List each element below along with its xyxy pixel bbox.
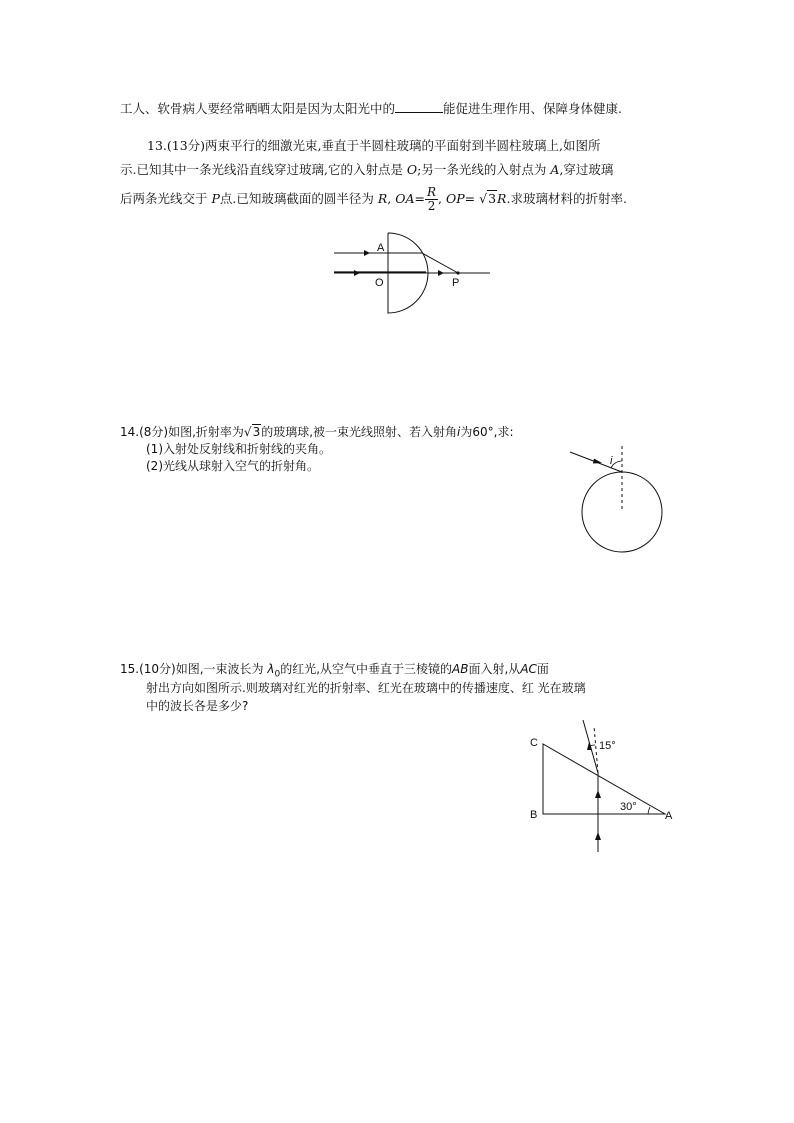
q13-fraction-num: R xyxy=(427,185,437,199)
q13-line3-text-a: 后两条光线交于 xyxy=(120,191,212,206)
q15-line1-text-a: 15.(10分)如图,一束波长为 xyxy=(120,662,268,676)
q13-line2-text-b: ;另一条光线的入射点为 xyxy=(417,162,551,177)
q14-line1-text-a: 14.(8分)如图,折射率为 xyxy=(120,425,244,439)
q14-line1 xyxy=(120,424,514,440)
q13-ray-o-arrowhead-2 xyxy=(438,270,444,276)
q13-eq2: = xyxy=(464,191,480,206)
q14-incident-arrowhead xyxy=(593,459,602,464)
q15-line2 xyxy=(146,680,586,696)
q13-line3 xyxy=(120,182,627,216)
q14-item1 xyxy=(146,441,331,457)
q13-radius-r: R xyxy=(377,191,388,206)
q13-label-p: P xyxy=(452,277,460,289)
q12-text-part1: 工人、软骨病人要经常晒晒太阳是因为太阳光中的 xyxy=(120,101,396,116)
q13-line1 xyxy=(147,138,601,154)
q15-lambda-sub: 0 xyxy=(274,669,281,680)
q15-line2-text: 射出方向如图所示.则玻璃对红光的折射率、红光在玻璃中的传播速度、红 光在玻璃 xyxy=(146,681,586,695)
q15-line1-text-b: 的红光,从空气中垂直于三棱镜的 xyxy=(280,662,453,676)
q15-line1-text-c: 面入射,从 xyxy=(468,662,521,676)
q13-point-o: O xyxy=(406,162,418,177)
q14-line1-text-c: 为60°,求: xyxy=(460,425,514,439)
q13-point-a: A xyxy=(550,162,560,177)
q14-item2 xyxy=(146,458,319,474)
q15-inside-arrowhead xyxy=(595,790,601,798)
q15-figure xyxy=(526,718,686,858)
q14-sqrt xyxy=(244,424,261,440)
q13-eq1: = xyxy=(414,191,425,206)
q14-item2-text: (2)光线从球射入空气的折射角。 xyxy=(146,459,319,473)
q13-oa: OA xyxy=(395,191,415,206)
q13-label-a: A xyxy=(377,242,385,254)
q14-sqrt-sign: √ xyxy=(243,425,252,439)
q13-line2-text-c: ,穿过玻璃 xyxy=(559,162,614,177)
q13-radius-r2: R xyxy=(497,191,507,206)
q15-angle-15-label: 15° xyxy=(599,740,616,752)
q13-op: OP xyxy=(446,191,465,206)
q13-point-p-dot xyxy=(456,271,459,274)
q15-lambda: λ xyxy=(267,662,275,676)
q15-line1-text-d: 面 xyxy=(536,662,549,676)
q12-text-part2: 能促进生理作用、保障身体健康. xyxy=(443,101,622,116)
q15-angle-arc-30 xyxy=(648,807,650,814)
q12-tail-line xyxy=(120,100,622,117)
q13-sqrt-sign: √ xyxy=(479,191,488,206)
q15-prism xyxy=(543,744,665,814)
q15-angle-arc-15 xyxy=(590,745,595,746)
q15-face-ac: AC xyxy=(520,662,537,676)
q13-sqrt xyxy=(479,182,497,216)
q13-line3-text-e: .求玻璃材料的折射率. xyxy=(506,191,627,206)
q13-fraction xyxy=(425,186,438,213)
q13-point-p: P xyxy=(211,191,220,206)
q15-angle-30-label: 30° xyxy=(620,801,637,813)
q13-line3-sep2: , xyxy=(438,191,446,206)
q13-ray-a-arrowhead xyxy=(364,250,370,256)
q13-label-o: O xyxy=(375,277,384,289)
q13-figure xyxy=(330,230,500,320)
q13-fraction-den: 2 xyxy=(427,199,436,213)
q13-line3-sep1: , xyxy=(387,191,396,206)
q14-angle-arc xyxy=(611,461,622,468)
q13-line3-text-b: 点.已知玻璃截面的圆半径为 xyxy=(219,191,378,206)
q14-line1-text-b: 的玻璃球,被一束光线照射、若入射角 xyxy=(261,425,458,439)
q13-line2-text-a: 示.已知其中一条光线沿直线穿过玻璃,它的入射点是 xyxy=(120,162,407,177)
q12-answer-blank xyxy=(395,100,443,113)
q15-line3 xyxy=(146,698,248,714)
q15-label-c: C xyxy=(530,737,538,749)
q14-figure xyxy=(566,446,676,558)
q14-angle-i: i xyxy=(457,425,461,439)
q15-line3-text: 中的波长各是多少? xyxy=(146,699,249,713)
q14-label-i: i xyxy=(610,455,613,467)
q15-face-ab: AB xyxy=(452,662,469,676)
q13-sqrt-value: 3 xyxy=(488,191,497,206)
q13-ray-o-arrowhead xyxy=(354,270,360,276)
q14-sqrt-value: 3 xyxy=(252,425,261,439)
q15-incident-arrowhead xyxy=(595,832,601,840)
q13-line2 xyxy=(120,162,613,178)
q14-item1-text: (1)入射处反射线和折射线的夹角。 xyxy=(146,442,331,456)
q13-line1-text: 13.(13分)两束平行的细激光束,垂直于半圆柱玻璃的平面射到半圆柱玻璃上,如图所 xyxy=(147,138,601,153)
q15-label-b: B xyxy=(530,809,538,821)
q15-label-a: A xyxy=(665,810,673,822)
